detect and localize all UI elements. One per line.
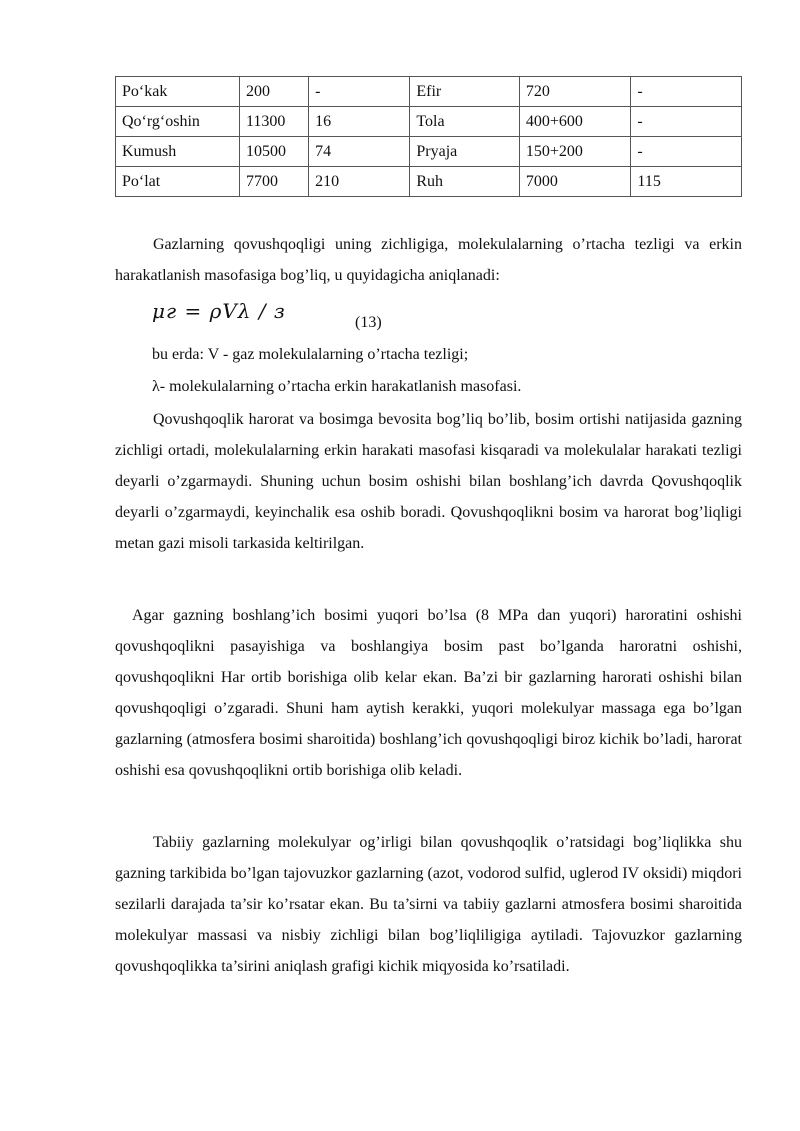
table-cell: 16 <box>309 107 410 137</box>
table-cell: Ruh <box>410 167 519 197</box>
table-row <box>116 77 742 107</box>
table-cell: 74 <box>309 137 410 167</box>
table-row <box>116 137 742 167</box>
table-cell: - <box>631 107 742 137</box>
table-cell: Qo‘rg‘oshin <box>116 107 240 137</box>
paragraph-temperature-dependence: Agar gazning boshlang’ich bosimi yuqori bo’lsa (8 MPa dan yuqori) haroratini oshishi qovushqoqlikni pasayishiga va boshlangiya bosim past bo’lganda haroratni oshishi, qovushqoqlikni Har ortib borishiga olib kelar ekan. Ba’zi bir gazlarning harorati oshishi bilan qovushqoqligi o’zgaradi. Shuni ham aytish kerakki, yuqori molekulyar massaga ega bo’lgan gazlarning (atmosfera bosimi sharoitida) boshlang’ich qovushqoqligi biroz kichik bo’ladi, harorat oshishi esa qovushqoqlikni ortib borishiga olib keladi. <box>115 607 742 779</box>
table-cell: Pryaja <box>410 137 519 167</box>
paragraph-pressure-dependence: Qovushqoqlik harorat va bosimga bevosita bog’liq bo’lib, bosim ortishi natijasida gazning zichligi ortadi, molekulalarning erkin harakati masofasi kisqaradi va molekulalar harakati tezligi deyarli o’zgarmaydi. Shuning uchun bosim oshishi bilan boshlang’ich davrda Qovushqoqlik deyarli o’zgarmaydi, keyinchalik esa oshib boradi. Qovushqoqlikni bosim va harorat bog’liqligi metan gazi misoli tarkasida keltirilgan. <box>115 411 742 552</box>
table-cell: - <box>309 77 410 107</box>
definition-velocity: bu erda: V - gaz molekulalarning o’rtacha tezligi; <box>152 346 469 363</box>
definition-free-path: λ- molekulalarning o’rtacha erkin harakatlanish masofasi. <box>152 378 522 395</box>
viscosity-formula: μг = ρVλ / з <box>152 299 286 323</box>
table-cell: 7000 <box>519 167 631 197</box>
table-cell: - <box>631 77 742 107</box>
table-cell: 11300 <box>239 107 308 137</box>
paragraph-viscosity-intro: Gazlarning qovushqoqligi uning zichligiga, molekulalarning o’rtacha tezligi va erkin harakatlanish masofasiga bog’liq, u quyidagicha aniqlanadi: <box>115 236 742 284</box>
table-row <box>116 107 742 137</box>
table-cell: Efir <box>410 77 519 107</box>
table-row <box>116 167 742 197</box>
table-cell: 10500 <box>239 137 308 167</box>
equation-number: (13) <box>355 314 382 331</box>
material-properties-table <box>115 76 742 197</box>
paragraph-molecular-weight: Tabiiy gazlarning molekulyar og’irligi bilan qovushqoqlik o’ratsidagi bog’liqlikka shu gazning tarkibida bo’lgan tajovuzkor gazlarning (azot, vodorod sulfid, uglerod IV oksidi) miqdori sezilarli darajada ta’sir ko’rsatar ekan. Bu ta’sirni va tabiiy gazlarni atmosfera bosimi sharoitida molekulyar massasi va nisbiy zichligi bilan bog’liqliligiga aytiladi. Tajovuzkor gazlarning qovushqoqlikka ta’sirini aniqlash grafigi kichik miqyosida ko’rsatiladi. <box>115 834 742 975</box>
table-cell: Kumush <box>116 137 240 167</box>
table-cell: 115 <box>631 167 742 197</box>
table-cell: 150+200 <box>519 137 631 167</box>
table-cell: Po‘lat <box>116 167 240 197</box>
table-cell: Po‘kak <box>116 77 240 107</box>
table-cell: 210 <box>309 167 410 197</box>
table-cell: 7700 <box>239 167 308 197</box>
table-cell: - <box>631 137 742 167</box>
table-cell: 200 <box>239 77 308 107</box>
table-cell: Tola <box>410 107 519 137</box>
table-cell: 720 <box>519 77 631 107</box>
table-cell: 400+600 <box>519 107 631 137</box>
